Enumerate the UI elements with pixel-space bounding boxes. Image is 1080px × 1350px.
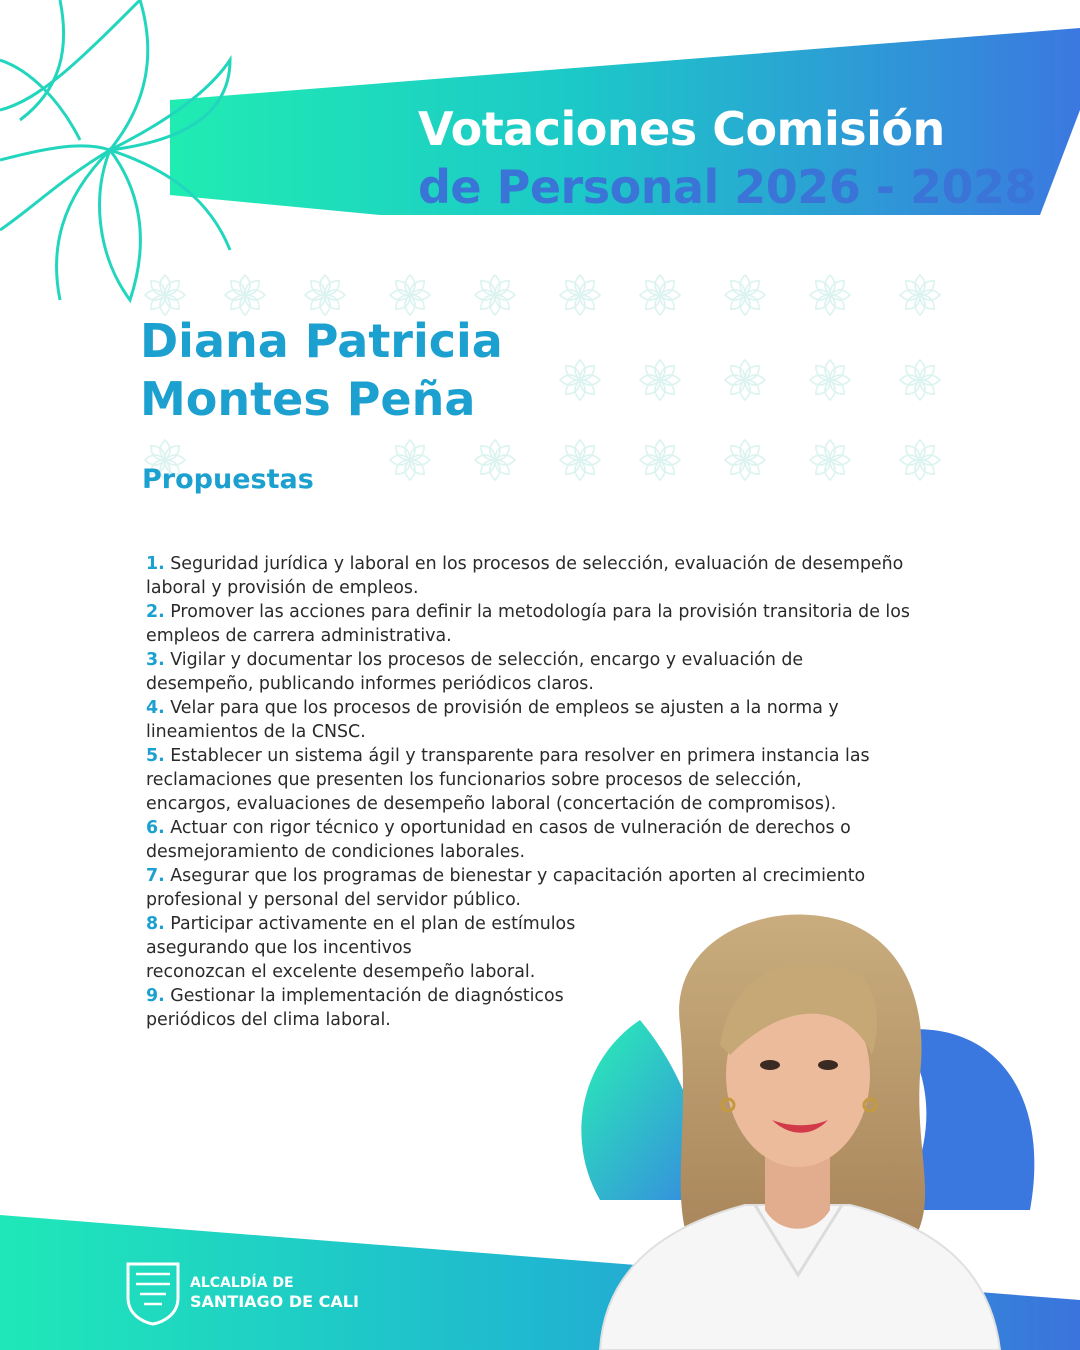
proposal-text: Participar activamente en el plan de estímulos asegurando que los incentivos reconozcan el excelente desempeño laboral. bbox=[146, 914, 576, 982]
candidate-name-line-1: Diana Patricia bbox=[140, 314, 503, 368]
page-title bbox=[418, 100, 1058, 216]
proposal-text: Establecer un sistema ágil y transparente para resolver en primera instancia las reclamaciones que presenten los funcionarios sobre procesos de selección, encargos, evaluaciones de desempeño laboral (concertación de compromisos). bbox=[146, 746, 870, 814]
proposal-number: 8. bbox=[146, 914, 165, 934]
proposal-number: 1. bbox=[146, 554, 165, 574]
proposal-text: Actuar con rigor técnico y oportunidad en casos de vulneración de derechos o desmejoramiento de condiciones laborales. bbox=[146, 818, 851, 862]
candidate-name-line-2: Montes Peña bbox=[140, 372, 476, 426]
proposal-text: Asegurar que los programas de bienestar y capacitación aporten al crecimiento profesional y personal del servidor público. bbox=[146, 866, 866, 910]
proposal-text: Promover las acciones para definir la metodología para la provisión transitoria de los empleos de carrera administrativa. bbox=[146, 602, 910, 646]
shield-icon bbox=[124, 1260, 182, 1326]
proposal-text: Seguridad jurídica y laboral en los procesos de selección, evaluación de desempeño laboral y provisión de empleos. bbox=[146, 554, 904, 598]
city-logo bbox=[124, 1260, 359, 1326]
proposal-item bbox=[146, 744, 1026, 816]
proposal-number: 6. bbox=[146, 818, 165, 838]
proposal-number: 4. bbox=[146, 698, 165, 718]
proposal-text: Gestionar la implementación de diagnósticos periódicos del clima laboral. bbox=[146, 986, 564, 1030]
candidate-portrait bbox=[560, 905, 1030, 1350]
proposal-item bbox=[146, 816, 1026, 864]
logo-line-1: ALCALDÍA DE bbox=[190, 1275, 294, 1291]
proposal-item bbox=[146, 600, 1026, 648]
title-line-1: Votaciones Comisión bbox=[418, 102, 945, 156]
title-line-2: de Personal 2026 - 2028 bbox=[418, 160, 1036, 214]
candidate-name bbox=[140, 312, 700, 428]
logo-line-2: SANTIAGO DE CALI bbox=[190, 1292, 359, 1311]
proposal-text: Velar para que los procesos de provisión de empleos se ajusten a la norma y lineamientos de la CNSC. bbox=[146, 698, 839, 742]
section-title: Propuestas bbox=[142, 464, 314, 495]
proposal-item bbox=[146, 648, 1026, 696]
proposal-item bbox=[146, 552, 1026, 600]
proposal-number: 7. bbox=[146, 866, 165, 886]
proposal-number: 9. bbox=[146, 986, 165, 1006]
proposal-text: Vigilar y documentar los procesos de selección, encargo y evaluación de desempeño, publicando informes periódicos claros. bbox=[146, 650, 804, 694]
proposal-number: 2. bbox=[146, 602, 165, 622]
proposal-item bbox=[146, 696, 1026, 744]
proposal-number: 3. bbox=[146, 650, 165, 670]
proposal-number: 5. bbox=[146, 746, 165, 766]
